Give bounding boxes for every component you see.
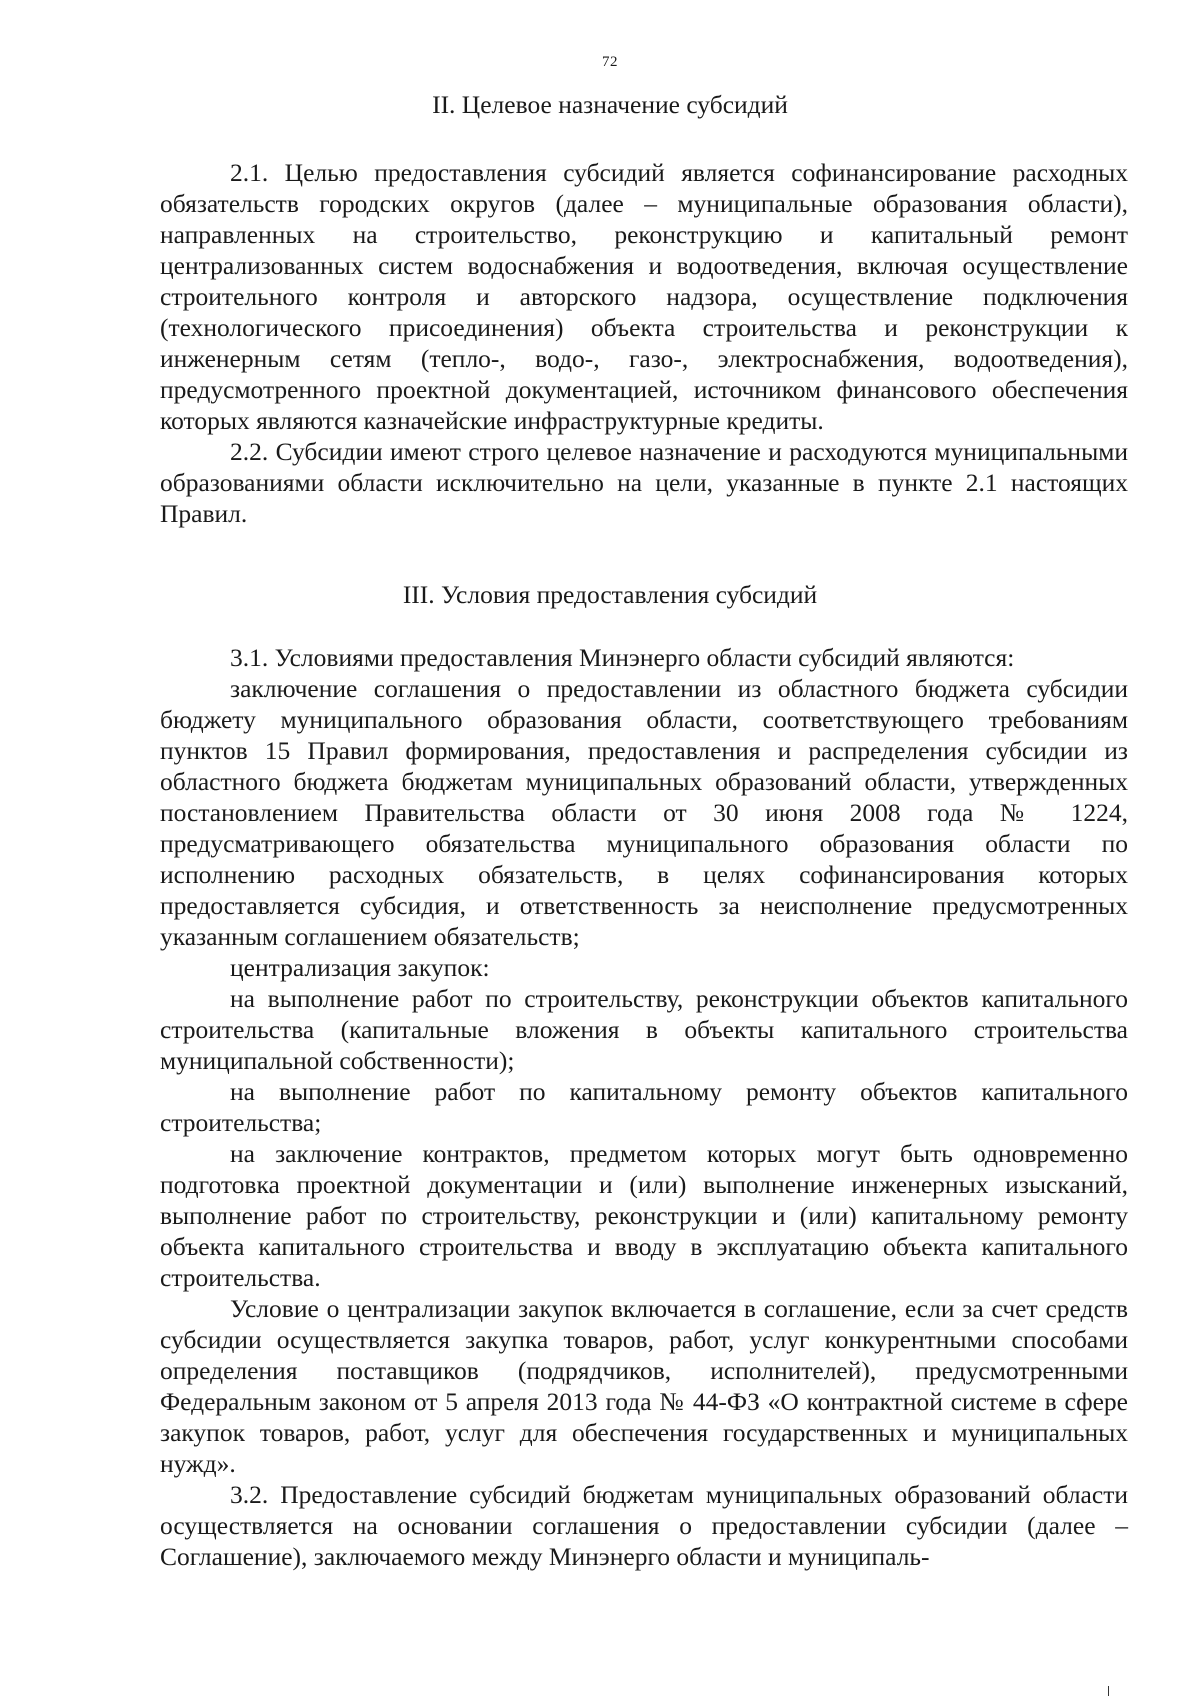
paragraph-2-1: 2.1. Целью предоставления субсидий является софинансирование расходных обязательств городских округов (далее – муниципальные образования области), направленных на строительство, реконструкцию и капитальный ремонт централизованных систем водоснабжения и водоотведения, включая осуществление строительного контроля и авторского надзора, осуществление подключения (технологического присоединения) объекта строительства и реконструкции к инженерным сетям (тепло-, водо-, газо-, электроснабжения, водоотведения), предусмотренного проектной документацией, источником финансового обеспечения которых являются казначейские инфраструктурные кредиты. [160, 158, 1128, 435]
section-3-body [160, 642, 1128, 1572]
page-number: 72 [602, 54, 618, 70]
paragraph-2-2: 2.2. Субсидии имеют строго целевое назначение и расходуются муниципальными образованиями области исключительно на цели, указанные в пункте 2.1 настоящих Правил. [160, 437, 1128, 528]
section-3-heading: III. Условия предоставления субсидий [402, 580, 818, 609]
paragraph-centralization-condition: Условие о централизации закупок включается в соглашение, если за счет средств субсидии осуществляется закупка товаров, работ, услуг конкурентными способами определения поставщиков (подрядчиков, исполнителей), предусмотренными Федеральным законом от 5 апреля 2013 года № 44-ФЗ «О контрактной системе в сфере закупок товаров, работ, услуг для обеспечения государственных и муниципальных нужд». [160, 1294, 1128, 1478]
paragraph-contracts: на заключение контрактов, предметом которых могут быть одновременно подготовка проектной документации и (или) выполнение инженерных изысканий, выполнение работ по строительству, реконструкции и (или) капитальному ремонту объекта капитального строительства и вводу в эксплуатацию объекта капитального строительства. [160, 1139, 1128, 1292]
paragraph-agreement-condition: заключение соглашения о предоставлении из областного бюджета субсидии бюджету муниципального образования области, соответствующего требованиям пунктов 15 Правил формирования, предоставления и распределения субсидии из областного бюджета бюджетам муниципальных образований области, утвержденных постановлением Правительства области от 30 июня 2008 года № 1224, предусматривающего обязательства муниципального образования области по исполнению расходных обязательств, в целях софинансирования которых предоставляется субсидия, и ответственность за неисполнение предусмотренных указанным соглашением обязательств; [160, 674, 1128, 951]
paragraph-repair-works: на выполнение работ по капитальному ремонту объектов капитального строительства; [160, 1077, 1128, 1137]
section-2-heading: II. Целевое назначение субсидий [432, 90, 788, 119]
paragraph-3-1: 3.1. Условиями предоставления Минэнерго области субсидий являются: [230, 643, 1015, 672]
paragraph-centralization: централизация закупок: [230, 953, 490, 982]
paragraph-3-2: 3.2. Предоставление субсидий бюджетам муниципальных образований области осуществляется на основании соглашения о предоставлении субсидии (далее – Соглашение), заключаемого между Минэнерго области и муниципаль- [160, 1480, 1128, 1571]
scan-mark [1108, 1686, 1109, 1696]
paragraph-construction-works: на выполнение работ по строительству, реконструкции объектов капитального строительства (капитальные вложения в объекты капитального строительства муниципальной собственности); [160, 984, 1128, 1075]
section-2-body [160, 157, 1128, 529]
